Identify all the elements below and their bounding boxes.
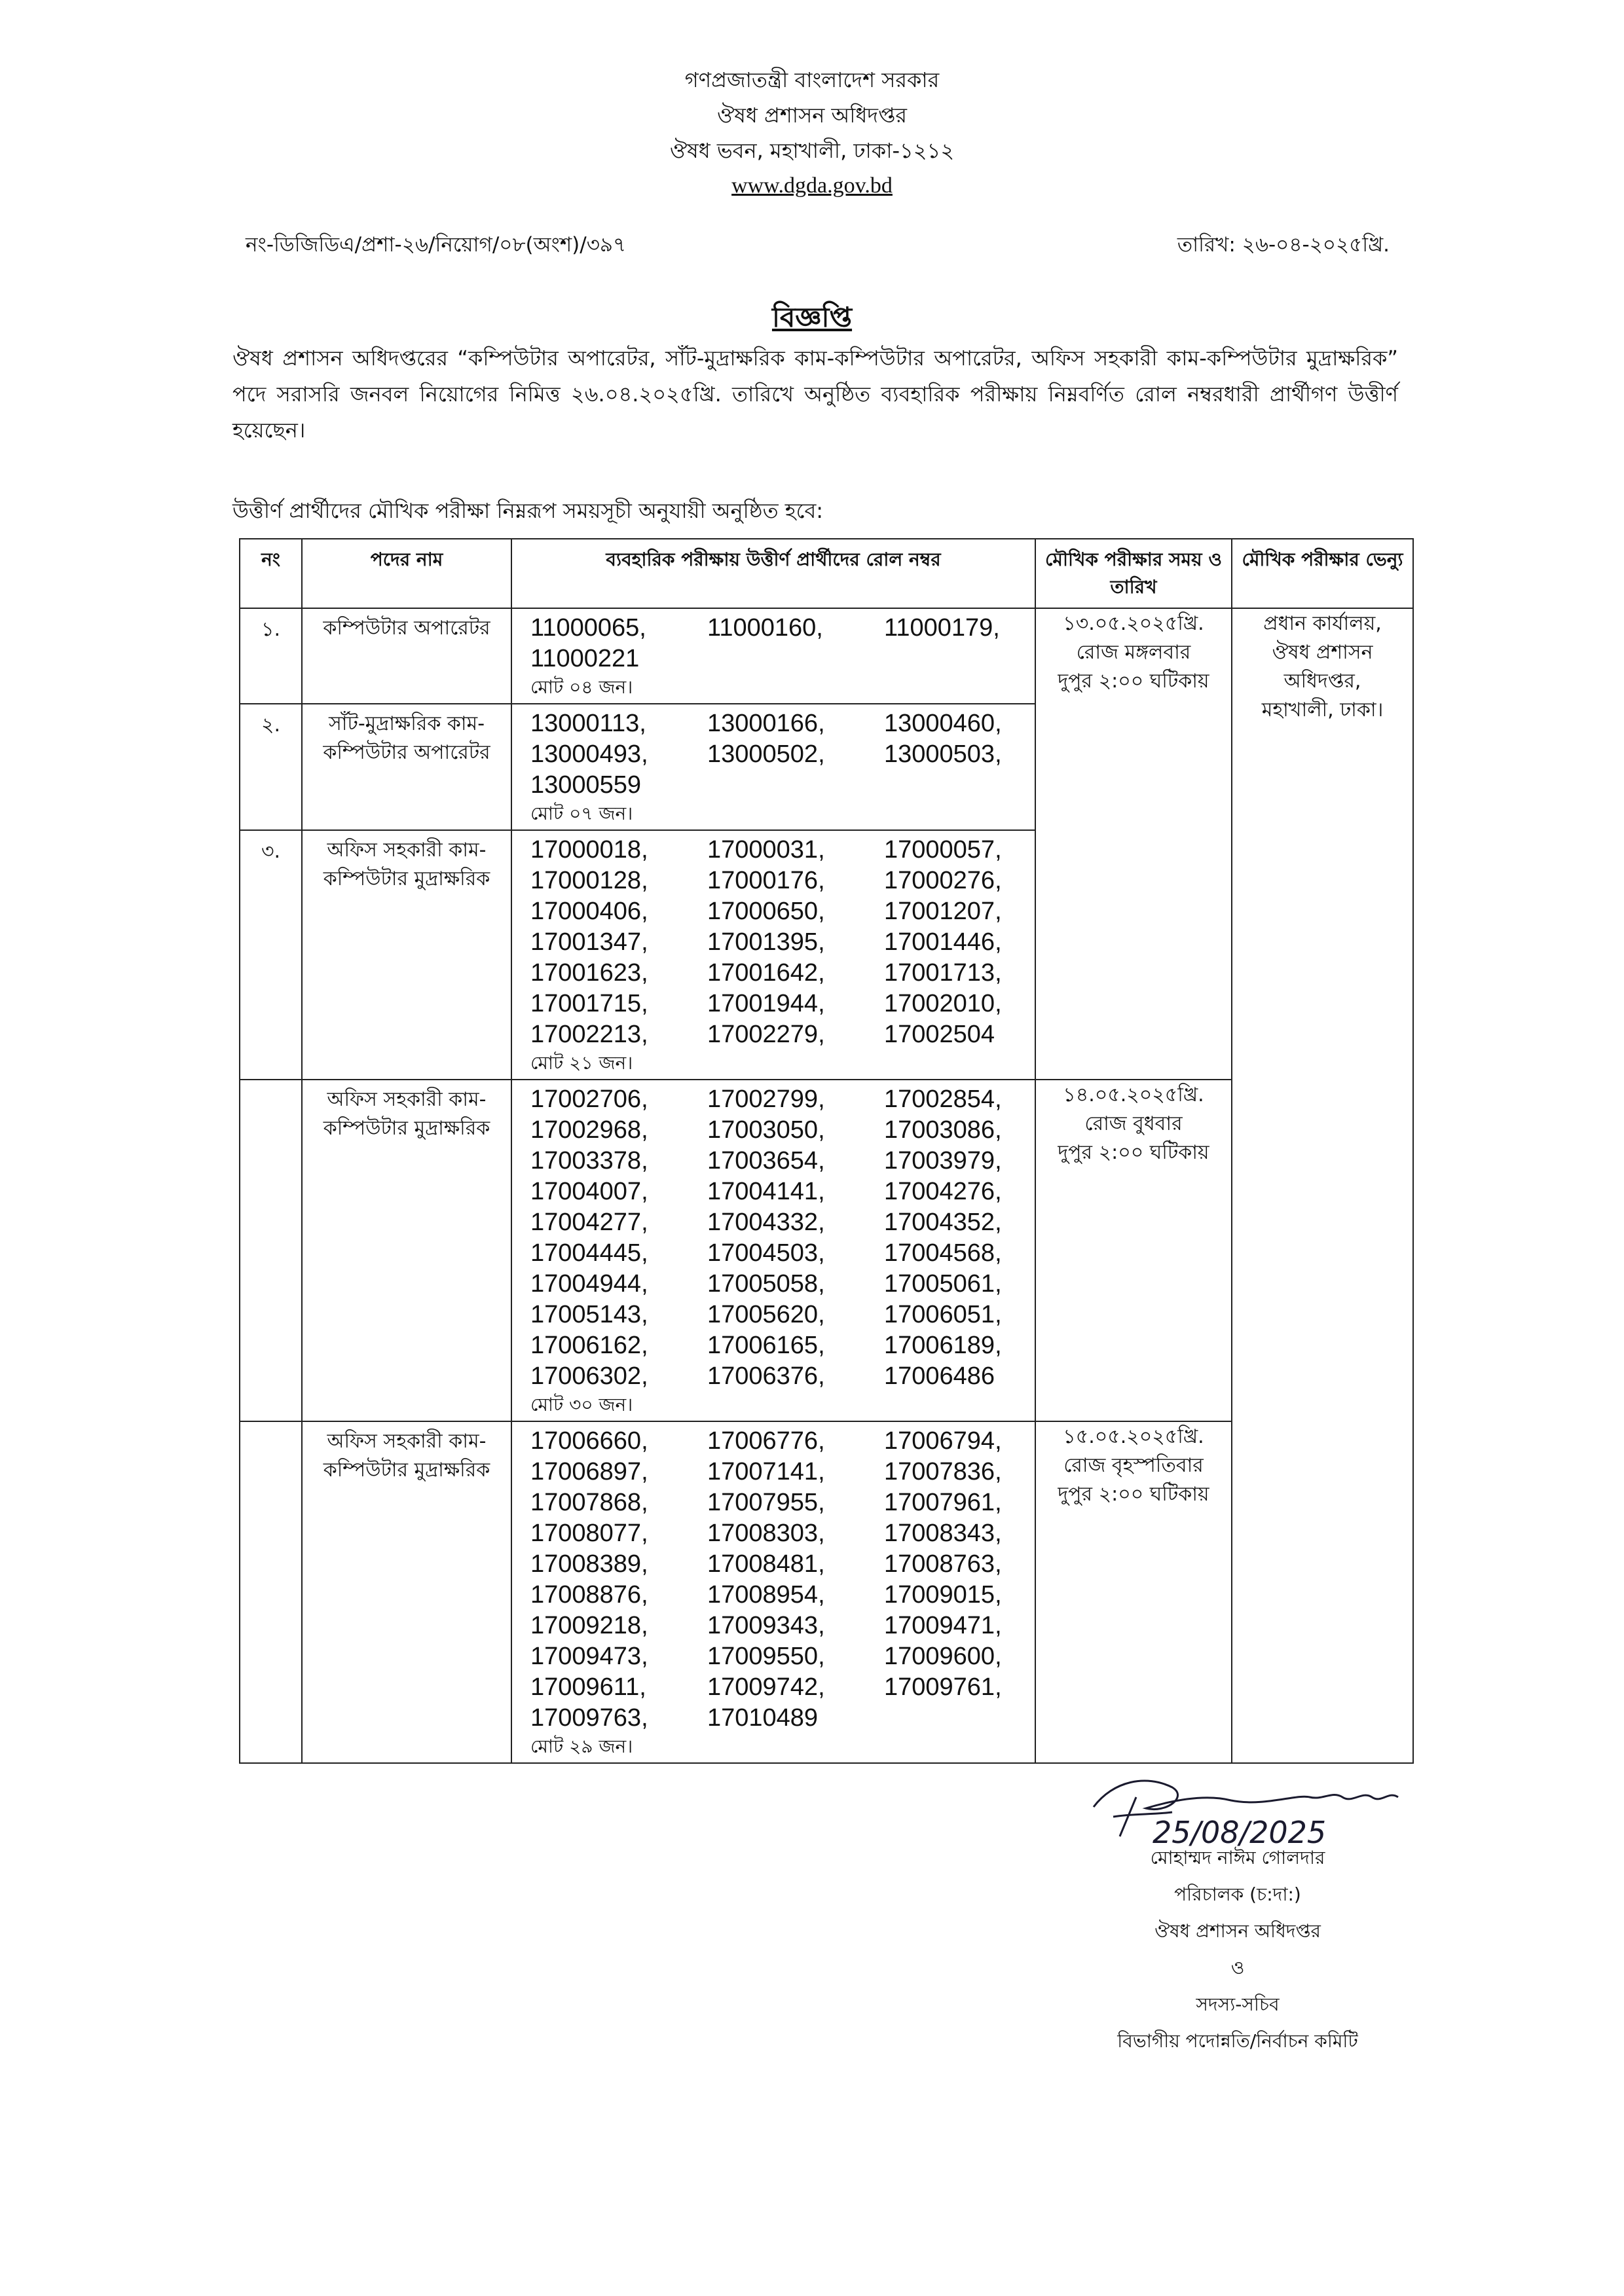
schedule-time: দুপুর ২:০০ ঘটিকায়	[1058, 1141, 1209, 1164]
roll-number: 17003378,	[530, 1147, 648, 1175]
notice-body: ঔষধ প্রশাসন অধিদপ্তরের “কম্পিউটার অপারেটর, সাঁট-মুদ্রাক্ষরিক কাম-কম্পিউটার অপারেটর, অফিস সহকারী কাম-কম্পিউটার মুদ্রাক্ষরিক” পদে সরাসরি জনবল নিয়োগের নিমিত্ত ২৬.০৪.২০২৫খ্রি. তারিখে অনুষ্ঠিত ব্যবহারিক পরীক্ষায় নিম্নবর্ণিত রোল নম্বরধারী প্রার্থীগণ উত্তীর্ণ হয়েছেন।	[232, 346, 1398, 443]
roll-number: 17001207,	[884, 898, 1002, 925]
row-sl	[240, 1421, 302, 1763]
roll-number: 17002504	[884, 1021, 995, 1048]
row-sl: ২.	[240, 704, 302, 830]
roll-grid	[530, 835, 1027, 1050]
roll-number: 17008389,	[530, 1550, 648, 1578]
roll-number: 17009761,	[884, 1673, 1002, 1701]
roll-number: 11000065,	[530, 614, 646, 642]
roll-number: 17004445,	[530, 1239, 648, 1267]
roll-number: 17005620,	[707, 1301, 825, 1328]
roll-number: 17001944,	[707, 990, 825, 1017]
roll-number: 17006162,	[530, 1332, 648, 1359]
roll-number: 17009473,	[530, 1643, 648, 1670]
roll-number: 17007868,	[530, 1489, 648, 1516]
venue-line: মহাখালী, ঢাকা।	[1261, 699, 1384, 721]
roll-number: 17002968,	[530, 1116, 648, 1144]
header-venue: মৌখিক পরীক্ষার ভেন্যু	[1232, 539, 1413, 608]
header-time: মৌখিক পরীক্ষার সময় ও তারিখ	[1035, 539, 1232, 608]
table-row	[240, 608, 1413, 704]
row-post: কম্পিউটার অপারেটর	[302, 608, 511, 704]
roll-number: 17000128,	[530, 867, 648, 894]
signatory-committee: বিভাগীয় পদোন্নতি/নির্বাচন কমিটি	[1117, 2030, 1358, 2052]
roll-number: 17006776,	[707, 1427, 825, 1455]
schedule-day: রোজ বৃহস্পতিবার	[1063, 1454, 1204, 1477]
roll-number: 17005061,	[884, 1270, 1002, 1298]
roll-number: 17006486	[884, 1362, 995, 1390]
memo-number: নং-ডিজিডিএ/প্রশা-২৬/নিয়োগ/০৮(অংশ)/৩৯৭	[246, 233, 627, 257]
handwritten-date: 25/08/2025	[1153, 1815, 1327, 1850]
roll-number: 17006302,	[530, 1362, 648, 1390]
roll-number: 17009763,	[530, 1704, 648, 1732]
roll-number: 17009015,	[884, 1581, 1002, 1609]
row-post: সাঁট-মুদ্রাক্ষরিক কাম-কম্পিউটার অপারেটর	[302, 704, 511, 830]
roll-number: 17002010,	[884, 990, 1002, 1017]
row-post: অফিস সহকারী কাম-কম্পিউটার মুদ্রাক্ষরিক	[302, 1080, 511, 1421]
roll-grid	[530, 613, 1027, 674]
row-total: মোট ২১ জন।	[530, 1052, 633, 1074]
table-header-row	[240, 539, 1413, 608]
roll-number: 17002854,	[884, 1085, 1002, 1113]
roll-number: 13000559	[530, 771, 642, 799]
schedule-date: ১৩.০৫.২০২৫খ্রি.	[1063, 612, 1204, 635]
roll-number: 17004276,	[884, 1178, 1002, 1205]
roll-number: 17008763,	[884, 1550, 1002, 1578]
roll-number: 17007141,	[707, 1458, 825, 1485]
roll-number: 17002279,	[707, 1021, 825, 1048]
office-address: ঔষধ ভবন, মহাখালী, ঢাকা-১২১২	[669, 138, 955, 163]
roll-grid	[530, 1084, 1027, 1392]
roll-number: 17006189,	[884, 1332, 1002, 1359]
roll-number: 17005058,	[707, 1270, 825, 1298]
roll-number: 17001715,	[530, 990, 648, 1017]
venue-line: প্রধান কার্যালয়,	[1263, 612, 1382, 635]
roll-number: 17000276,	[884, 867, 1002, 894]
roll-number: 13000493,	[530, 740, 648, 768]
signatory-name: মোহাম্মদ নাঈম গোলদার	[1150, 1847, 1325, 1868]
schedule-time: দুপুর ২:০০ ঘটিকায়	[1058, 670, 1209, 693]
roll-number: 17004944,	[530, 1270, 648, 1298]
roll-number: 17001642,	[707, 959, 825, 987]
roll-number: 17000018,	[530, 836, 648, 864]
row-total: মোট ৩০ জন।	[530, 1394, 633, 1415]
roll-number: 17009742,	[707, 1673, 825, 1701]
row-sl: ৩.	[240, 830, 302, 1080]
roll-number: 17007961,	[884, 1489, 1002, 1516]
roll-number: 11000179,	[884, 614, 1000, 642]
roll-number: 17006660,	[530, 1427, 648, 1455]
roll-number: 17009550,	[707, 1643, 825, 1670]
office-name: ঔষধ প্রশাসন অধিদপ্তর	[716, 103, 908, 128]
roll-number: 17007836,	[884, 1458, 1002, 1485]
roll-number: 17006376,	[707, 1362, 825, 1390]
roll-grid	[530, 1426, 1027, 1734]
signatory-conjunction: ও	[1230, 1957, 1245, 1978]
roll-number: 11000221	[530, 645, 640, 672]
roll-number: 17001395,	[707, 928, 825, 956]
roll-number: 17009600,	[884, 1643, 1002, 1670]
roll-number: 11000160,	[707, 614, 823, 642]
roll-list	[511, 704, 1035, 830]
roll-number: 17000176,	[707, 867, 825, 894]
roll-number: 17004332,	[707, 1209, 825, 1236]
signatory-designation: পরিচালক (চ:দা:)	[1174, 1884, 1301, 1905]
roll-number: 17008954,	[707, 1581, 825, 1609]
roll-number: 17002799,	[707, 1085, 825, 1113]
roll-number: 17004352,	[884, 1209, 1002, 1236]
venue-line: ঔষধ প্রশাসন	[1272, 641, 1373, 664]
row-sl: ১.	[240, 608, 302, 704]
schedule-note: উত্তীর্ণ প্রার্থীদের মৌখিক পরীক্ষা নিম্নরূপ সময়সূচী অনুযায়ী অনুষ্ঠিত হবে:	[232, 498, 824, 523]
schedule-cell	[1035, 608, 1232, 1080]
venue-cell	[1232, 608, 1413, 1763]
roll-number: 17006897,	[530, 1458, 648, 1485]
roll-number: 17001446,	[884, 928, 1002, 956]
roll-number: 13000460,	[884, 710, 1002, 737]
roll-number: 17009343,	[707, 1612, 825, 1639]
roll-number: 17006794,	[884, 1427, 1002, 1455]
schedule-day: রোজ মঙ্গলবার	[1076, 641, 1191, 664]
roll-list	[511, 1421, 1035, 1763]
roll-number: 17000406,	[530, 898, 648, 925]
roll-number: 17003086,	[884, 1116, 1002, 1144]
roll-number: 17008343,	[884, 1520, 1002, 1547]
roll-number: 17005143,	[530, 1301, 648, 1328]
roll-number: 17009471,	[884, 1612, 1002, 1639]
roll-number: 17001713,	[884, 959, 1002, 987]
roll-number: 17004277,	[530, 1209, 648, 1236]
roll-number: 17006051,	[884, 1301, 1002, 1328]
schedule-cell	[1035, 1080, 1232, 1421]
schedule-cell	[1035, 1421, 1232, 1763]
roll-grid	[530, 708, 1027, 801]
results-table	[239, 538, 1414, 1764]
govt-name: গণপ্রজাতন্ত্রী বাংলাদেশ সরকার	[684, 67, 940, 92]
roll-number: 17004568,	[884, 1239, 1002, 1267]
roll-number: 17003979,	[884, 1147, 1002, 1175]
roll-number: 17008876,	[530, 1581, 648, 1609]
roll-number: 17002213,	[530, 1021, 648, 1048]
row-total: মোট ০৭ জন।	[530, 803, 633, 824]
roll-number: 17003050,	[707, 1116, 825, 1144]
row-sl	[240, 1080, 302, 1421]
roll-number: 17010489	[707, 1704, 819, 1732]
roll-number: 17008077,	[530, 1520, 648, 1547]
row-post: অফিস সহকারী কাম-কম্পিউটার মুদ্রাক্ষরিক	[302, 830, 511, 1080]
roll-number: 17000031,	[707, 836, 825, 864]
roll-number: 17000057,	[884, 836, 1002, 864]
roll-number: 17008303,	[707, 1520, 825, 1547]
roll-number: 17008481,	[707, 1550, 825, 1578]
notice-title	[0, 296, 1624, 342]
roll-number: 13000502,	[707, 740, 825, 768]
roll-number: 17003654,	[707, 1147, 825, 1175]
roll-number: 13000503,	[884, 740, 1002, 768]
roll-number: 17009611,	[530, 1673, 646, 1701]
letterhead	[0, 62, 1624, 204]
signatory-office: ঔষধ প্রশাসন অধিদপ্তর	[1154, 1920, 1321, 1942]
row-total: মোট ০৪ জন।	[530, 676, 633, 698]
roll-number: 13000113,	[530, 710, 646, 737]
website-link[interactable]: www.dgda.gov.bd	[731, 173, 893, 198]
row-total: মোট ২৯ জন।	[530, 1736, 633, 1757]
venue-line: অধিদপ্তর,	[1283, 670, 1361, 693]
header-sl: নং	[240, 539, 302, 608]
memo-date: তারিখ: ২৬-০৪-২০২৫খ্রি.	[1177, 233, 1390, 257]
schedule-time: দুপুর ২:০০ ঘটিকায়	[1058, 1483, 1209, 1506]
notice-title-text: বিজ্ঞপ্তি	[771, 301, 853, 333]
roll-list	[511, 1080, 1035, 1421]
roll-number: 13000166,	[707, 710, 825, 737]
roll-list	[511, 830, 1035, 1080]
schedule-day: রোজ বুধবার	[1084, 1112, 1183, 1135]
roll-number: 17002706,	[530, 1085, 648, 1113]
header-post: পদের নাম	[302, 539, 511, 608]
roll-number: 17004503,	[707, 1239, 825, 1267]
roll-number: 17000650,	[707, 898, 825, 925]
roll-number: 17009218,	[530, 1612, 648, 1639]
roll-list	[511, 608, 1035, 704]
signature-block	[1035, 1840, 1441, 2060]
row-post: অফিস সহকারী কাম-কম্পিউটার মুদ্রাক্ষরিক	[302, 1421, 511, 1763]
schedule-date: ১৪.০৫.২০২৫খ্রি.	[1063, 1084, 1204, 1106]
roll-number: 17004141,	[707, 1178, 825, 1205]
roll-number: 17001623,	[530, 959, 648, 987]
roll-number: 17007955,	[707, 1489, 825, 1516]
schedule-date: ১৫.০৫.২০২৫খ্রি.	[1063, 1425, 1204, 1448]
signatory-role: সদস্য-সচিব	[1196, 1994, 1280, 2015]
roll-number: 17001347,	[530, 928, 648, 956]
roll-number: 17006165,	[707, 1332, 825, 1359]
header-rolls: ব্যবহারিক পরীক্ষায় উত্তীর্ণ প্রার্থীদের রোল নম্বর	[511, 539, 1035, 608]
roll-number: 17004007,	[530, 1178, 648, 1205]
